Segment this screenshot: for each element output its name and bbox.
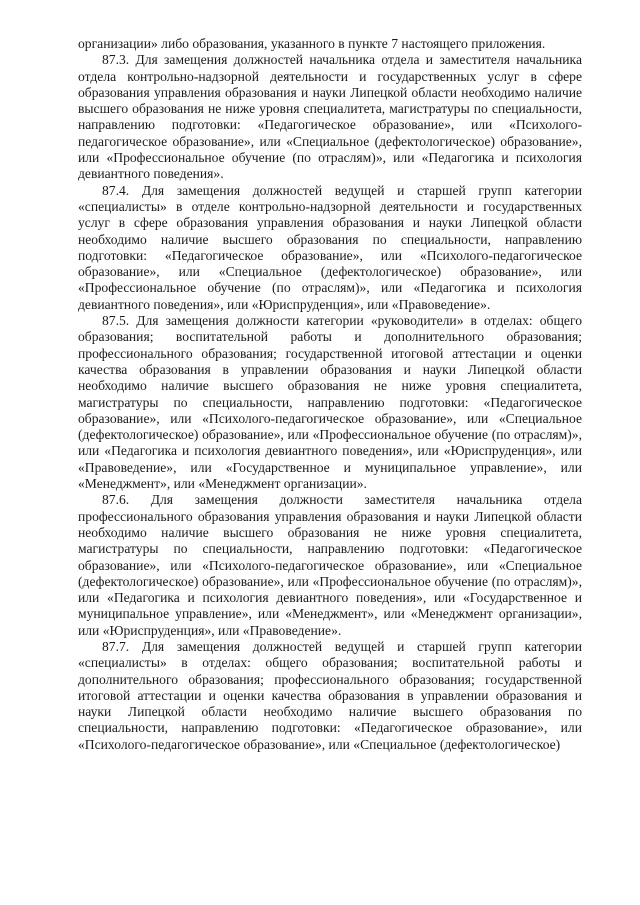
paragraph-87-6: 87.6. Для замещения должности заместителя начальника отдела профессионального образования управления образования и науки Липецкой области необходимо наличие высшего образования не ниже уровня специалитета, магистратуры по специальности, направлению подготовки: «Педагогическое образование», или «Психолого-педагогическое образование», или «Специальное (дефектологическое) образование», или «Профессиональное обучение (по отраслям)», или «Педагогика и психология девиантного поведения», или «Государственное и муниципальное управление», или «Менеджмент», или «Менеджмент организации», или «Юриспруденция», или «Правоведение». bbox=[78, 492, 582, 638]
paragraph-continuation: организации» либо образования, указанного в пункте 7 настоящего приложения. bbox=[78, 36, 546, 51]
document-page bbox=[78, 36, 582, 753]
paragraph-87-7: 87.7. Для замещения должностей ведущей и старшей групп категории «специалисты» в отделах: общего образования; воспитательной работы и дополнительного образования; профессионального образования; государственной итоговой аттестации и оценки качества образования в управлении образования и науки Липецкой области необходимо наличие высшего образования по специальности, направлению подготовки: «Педагогическое образование», или «Психолого-педагогическое образование», или «Специальное (дефектологическое) bbox=[78, 638, 582, 752]
paragraph-87-5: 87.5. Для замещения должности категории «руководители» в отделах: общего образования; воспитательной работы и дополнительного образования; профессионального образования; государственной итоговой аттестации и оценки качества образования в управлении образования и науки Липецкой области необходимо наличие высшего образования не ниже уровня специалитета, магистратуры по специальности, направлению подготовки: «Педагогическое образование», или «Психолого-педагогическое образование», или «Специальное (дефектологическое) образование», или «Профессиональное обучение (по отраслям)», или «Педагогика и психология девиантного поведения», или «Юриспруденция», или «Правоведение», или «Государственное и муниципальное управление», или «Менеджмент», или «Менеджмент организации». bbox=[78, 313, 582, 492]
paragraph-87-3: 87.3. Для замещения должностей начальника отдела и заместителя начальника отдела контрольно-надзорной деятельности и государственных услуг в сфере образования управления образования и науки Липецкой области необходимо наличие высшего образования не ниже уровня специалитета, магистратуры по специальности, направлению подготовки: «Педагогическое образование», или «Психолого-педагогическое образование», или «Специальное (дефектологическое) образование», или «Профессиональное обучение (по отраслям)», или «Педагогика и психология девиантного поведения». bbox=[78, 52, 582, 182]
paragraph-87-4: 87.4. Для замещения должностей ведущей и старшей групп категории «специалисты» в отделе контрольно-надзорной деятельности и государственных услуг в сфере образования управления образования и науки Липецкой области необходимо наличие высшего образования по специальности, направлению подготовки: «Педагогическое образование», или «Психолого-педагогическое образование», или «Специальное (дефектологическое) образование», или «Профессиональное обучение (по отраслям)», или «Педагогика и психология девиантного поведения», или «Юриспруденция», или «Правоведение». bbox=[78, 182, 582, 312]
